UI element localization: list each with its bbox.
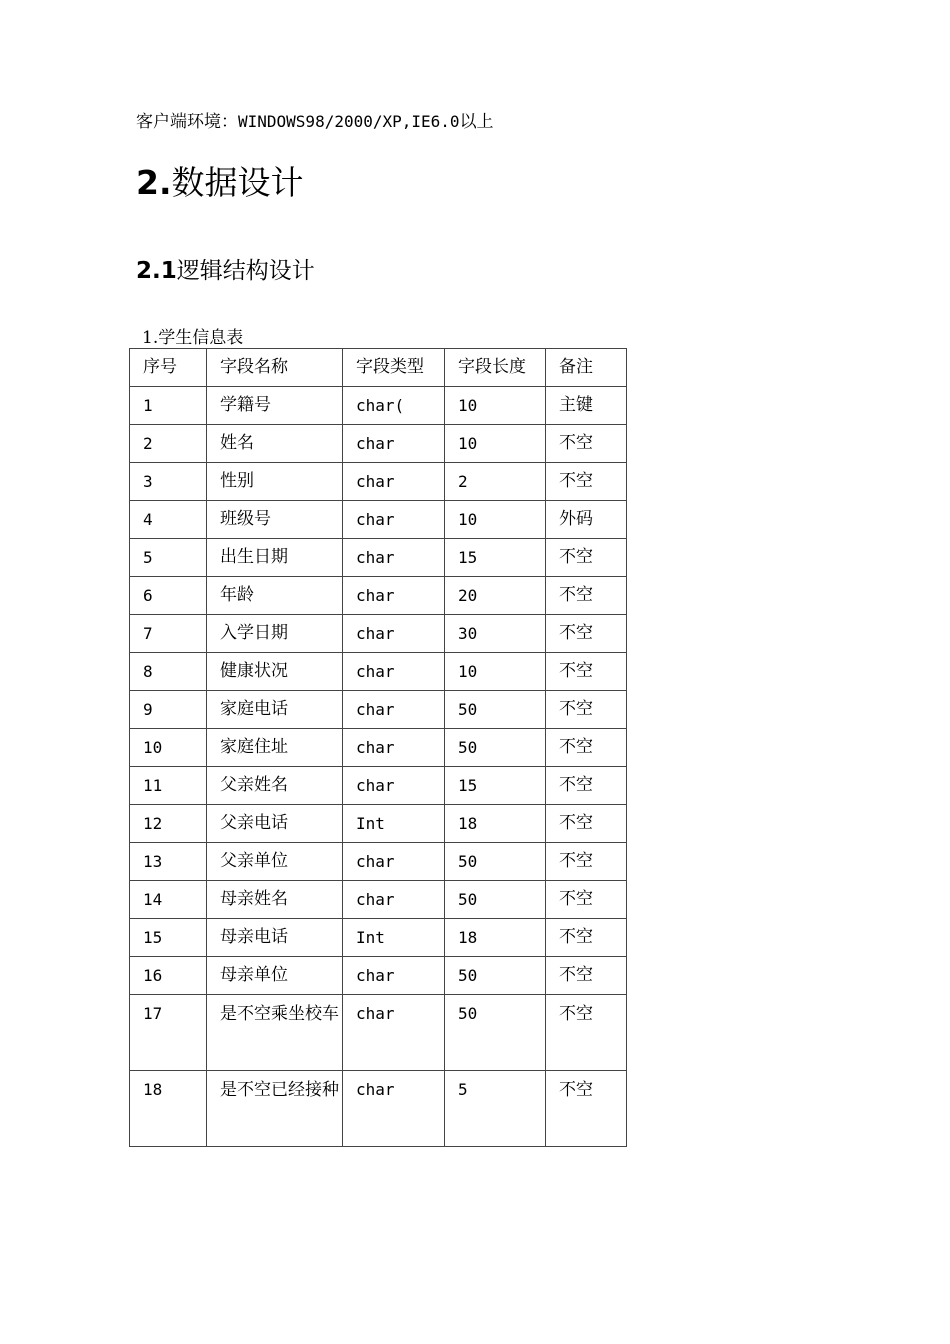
table-cell: 是不空已经接种 bbox=[207, 1071, 343, 1147]
table-cell: 10 bbox=[445, 653, 546, 691]
table-row bbox=[130, 919, 627, 957]
table-cell: 不空 bbox=[546, 957, 627, 995]
table-cell: char bbox=[343, 995, 445, 1071]
table-cell: 50 bbox=[445, 729, 546, 767]
header-cell: 字段名称 bbox=[207, 349, 343, 387]
table-cell: 18 bbox=[445, 805, 546, 843]
table-cell: 30 bbox=[445, 615, 546, 653]
table-cell: 7 bbox=[130, 615, 207, 653]
subsection-title: 逻辑结构设计 bbox=[176, 258, 315, 284]
table-row bbox=[130, 425, 627, 463]
table-cell: 3 bbox=[130, 463, 207, 501]
table-cell: 15 bbox=[130, 919, 207, 957]
table-cell: 50 bbox=[445, 691, 546, 729]
table-cell: 20 bbox=[445, 577, 546, 615]
table-cell: 4 bbox=[130, 501, 207, 539]
client-environment-line bbox=[136, 111, 494, 133]
table-cell: 家庭住址 bbox=[207, 729, 343, 767]
table-cell: 年龄 bbox=[207, 577, 343, 615]
table-row bbox=[130, 957, 627, 995]
table-cell: 15 bbox=[445, 767, 546, 805]
table-cell: 10 bbox=[130, 729, 207, 767]
header-cell: 字段长度 bbox=[445, 349, 546, 387]
table-cell: 不空 bbox=[546, 1071, 627, 1147]
table-cell: 5 bbox=[130, 539, 207, 577]
table-cell: 家庭电话 bbox=[207, 691, 343, 729]
table-cell: 入学日期 bbox=[207, 615, 343, 653]
header-cell: 字段类型 bbox=[343, 349, 445, 387]
table-row bbox=[130, 843, 627, 881]
table-cell: char bbox=[343, 957, 445, 995]
table-row bbox=[130, 501, 627, 539]
table-cell: 2 bbox=[130, 425, 207, 463]
table-cell: 不空 bbox=[546, 463, 627, 501]
table-cell: Int bbox=[343, 805, 445, 843]
table-row bbox=[130, 463, 627, 501]
table-cell: 10 bbox=[445, 387, 546, 425]
table-cell: 17 bbox=[130, 995, 207, 1071]
table-cell: 母亲电话 bbox=[207, 919, 343, 957]
table-cell: 主键 bbox=[546, 387, 627, 425]
table-cell: char bbox=[343, 729, 445, 767]
table-cell: 12 bbox=[130, 805, 207, 843]
subsection-heading bbox=[136, 255, 315, 287]
table-cell: 不空 bbox=[546, 577, 627, 615]
table-cell: char bbox=[343, 539, 445, 577]
section-title: 数据设计 bbox=[171, 163, 304, 202]
table-cell: 班级号 bbox=[207, 501, 343, 539]
env-value: WINDOWS98/2000/XP,IE6.0 bbox=[238, 112, 460, 131]
table-cell: char bbox=[343, 843, 445, 881]
table-cell: 18 bbox=[130, 1071, 207, 1147]
table-cell: char bbox=[343, 615, 445, 653]
table-cell: 不空 bbox=[546, 919, 627, 957]
table-row bbox=[130, 881, 627, 919]
table-cell: 10 bbox=[445, 425, 546, 463]
env-label: 客户端环境： bbox=[136, 112, 238, 132]
section-number: 2. bbox=[136, 163, 172, 202]
table-cell: 16 bbox=[130, 957, 207, 995]
table-row bbox=[130, 767, 627, 805]
table-cell: 出生日期 bbox=[207, 539, 343, 577]
table-cell: 50 bbox=[445, 843, 546, 881]
table-cell: char bbox=[343, 881, 445, 919]
table-cell: char bbox=[343, 463, 445, 501]
table-cell: 50 bbox=[445, 881, 546, 919]
table-row bbox=[130, 539, 627, 577]
table-row bbox=[130, 729, 627, 767]
table-cell: 不空 bbox=[546, 539, 627, 577]
table-cell: 13 bbox=[130, 843, 207, 881]
env-suffix: 以上 bbox=[459, 112, 494, 132]
table-cell: 性别 bbox=[207, 463, 343, 501]
table-cell: 1 bbox=[130, 387, 207, 425]
table-cell: 不空 bbox=[546, 843, 627, 881]
table-cell: 50 bbox=[445, 957, 546, 995]
table-cell: char bbox=[343, 691, 445, 729]
table-cell: 学籍号 bbox=[207, 387, 343, 425]
table-cell: 是不空乘坐校车 bbox=[207, 995, 343, 1071]
table-cell: 父亲单位 bbox=[207, 843, 343, 881]
table-cell: 不空 bbox=[546, 653, 627, 691]
table-cell: 不空 bbox=[546, 691, 627, 729]
table-cell: char( bbox=[343, 387, 445, 425]
table-cell: 父亲姓名 bbox=[207, 767, 343, 805]
table-cell: 不空 bbox=[546, 767, 627, 805]
table-cell: 父亲电话 bbox=[207, 805, 343, 843]
table-row bbox=[130, 691, 627, 729]
header-cell: 备注 bbox=[546, 349, 627, 387]
subsection-number: 2.1 bbox=[136, 258, 177, 284]
table-row bbox=[130, 615, 627, 653]
table-cell: char bbox=[343, 501, 445, 539]
table-cell: 15 bbox=[445, 539, 546, 577]
table-cell: 不空 bbox=[546, 425, 627, 463]
table-cell: char bbox=[343, 767, 445, 805]
table-cell: 健康状况 bbox=[207, 653, 343, 691]
table-cell: 外码 bbox=[546, 501, 627, 539]
table-cell: 50 bbox=[445, 995, 546, 1071]
table-cell: 14 bbox=[130, 881, 207, 919]
table-cell: 9 bbox=[130, 691, 207, 729]
table-cell: 2 bbox=[445, 463, 546, 501]
table-cell: Int bbox=[343, 919, 445, 957]
table-row bbox=[130, 653, 627, 691]
table-cell: 6 bbox=[130, 577, 207, 615]
table-header-row bbox=[130, 349, 627, 387]
table-cell: 不空 bbox=[546, 729, 627, 767]
table-cell: 不空 bbox=[546, 881, 627, 919]
table-cell: 母亲单位 bbox=[207, 957, 343, 995]
table-row bbox=[130, 387, 627, 425]
table-caption: 1.学生信息表 bbox=[142, 328, 244, 348]
table-cell: char bbox=[343, 1071, 445, 1147]
table-cell: 11 bbox=[130, 767, 207, 805]
table-cell: 不空 bbox=[546, 615, 627, 653]
table-cell: 姓名 bbox=[207, 425, 343, 463]
section-heading bbox=[136, 161, 304, 205]
table-cell: 18 bbox=[445, 919, 546, 957]
table-cell: char bbox=[343, 425, 445, 463]
table-cell: 10 bbox=[445, 501, 546, 539]
table-cell: char bbox=[343, 653, 445, 691]
student-info-table bbox=[129, 348, 627, 1147]
table-row bbox=[130, 577, 627, 615]
table-cell: 不空 bbox=[546, 995, 627, 1071]
table-cell: 5 bbox=[445, 1071, 546, 1147]
table-cell: 8 bbox=[130, 653, 207, 691]
table-row bbox=[130, 995, 627, 1071]
header-cell: 序号 bbox=[130, 349, 207, 387]
table-cell: 母亲姓名 bbox=[207, 881, 343, 919]
table-row bbox=[130, 805, 627, 843]
table-cell: char bbox=[343, 577, 445, 615]
table-row bbox=[130, 1071, 627, 1147]
table-cell: 不空 bbox=[546, 805, 627, 843]
